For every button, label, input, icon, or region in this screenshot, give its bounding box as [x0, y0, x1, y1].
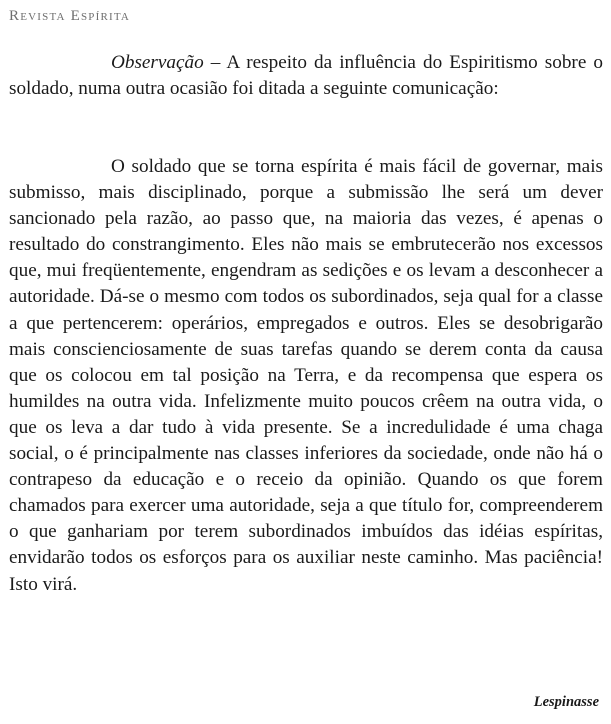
running-header: Revista Espírita [9, 8, 131, 24]
communication-paragraph [9, 154, 603, 598]
observation-paragraph [9, 50, 603, 102]
communication-text: O soldado que se torna espírita é mais fácil de governar, mais submisso, mais disciplinado, porque a submissão lhe será um dever sancionado pela razão, ao passo que, na maioria das vezes, é apenas o resultado do constrangimento. Eles não mais se embrutecerão nos excessos que, mui freqüentemente, engendram as sedições e os levam a desconhecer a autoridade. Dá-se o mesmo com todos os subordinados, seja qual for a classe a que pertencerem: operários, empregados e outros. Eles se desobrigarão mais conscienciosamente de suas tarefas quando se derem conta da causa que os colocou em tal posição na Terra, e da recompensa que espera os humildes na outra vida. Infelizmente muito poucos crêem na outra vida, o que os leva a dar tudo à vida presente. Se a incredulidade é uma chaga social, o é principalmente nas classes inferiores da sociedade, onde não há o contrapeso da educação e o receio da opinião. Quando os que forem chamados para exercer uma autoridade, seja a que título for, compreenderem o que ganhariam por terem subordinados imbuídos das idéias espíritas, envidarão todos os esforços para os auxiliar neste caminho. Mas paciência! Isto virá. [9, 156, 603, 595]
observation-text: – A respeito da influência do Espiritismo sobre o soldado, numa outra ocasião foi ditada a seguinte comunicação: [9, 52, 603, 100]
observation-label: Observação [111, 52, 204, 73]
signature: Lespinasse [533, 694, 599, 710]
